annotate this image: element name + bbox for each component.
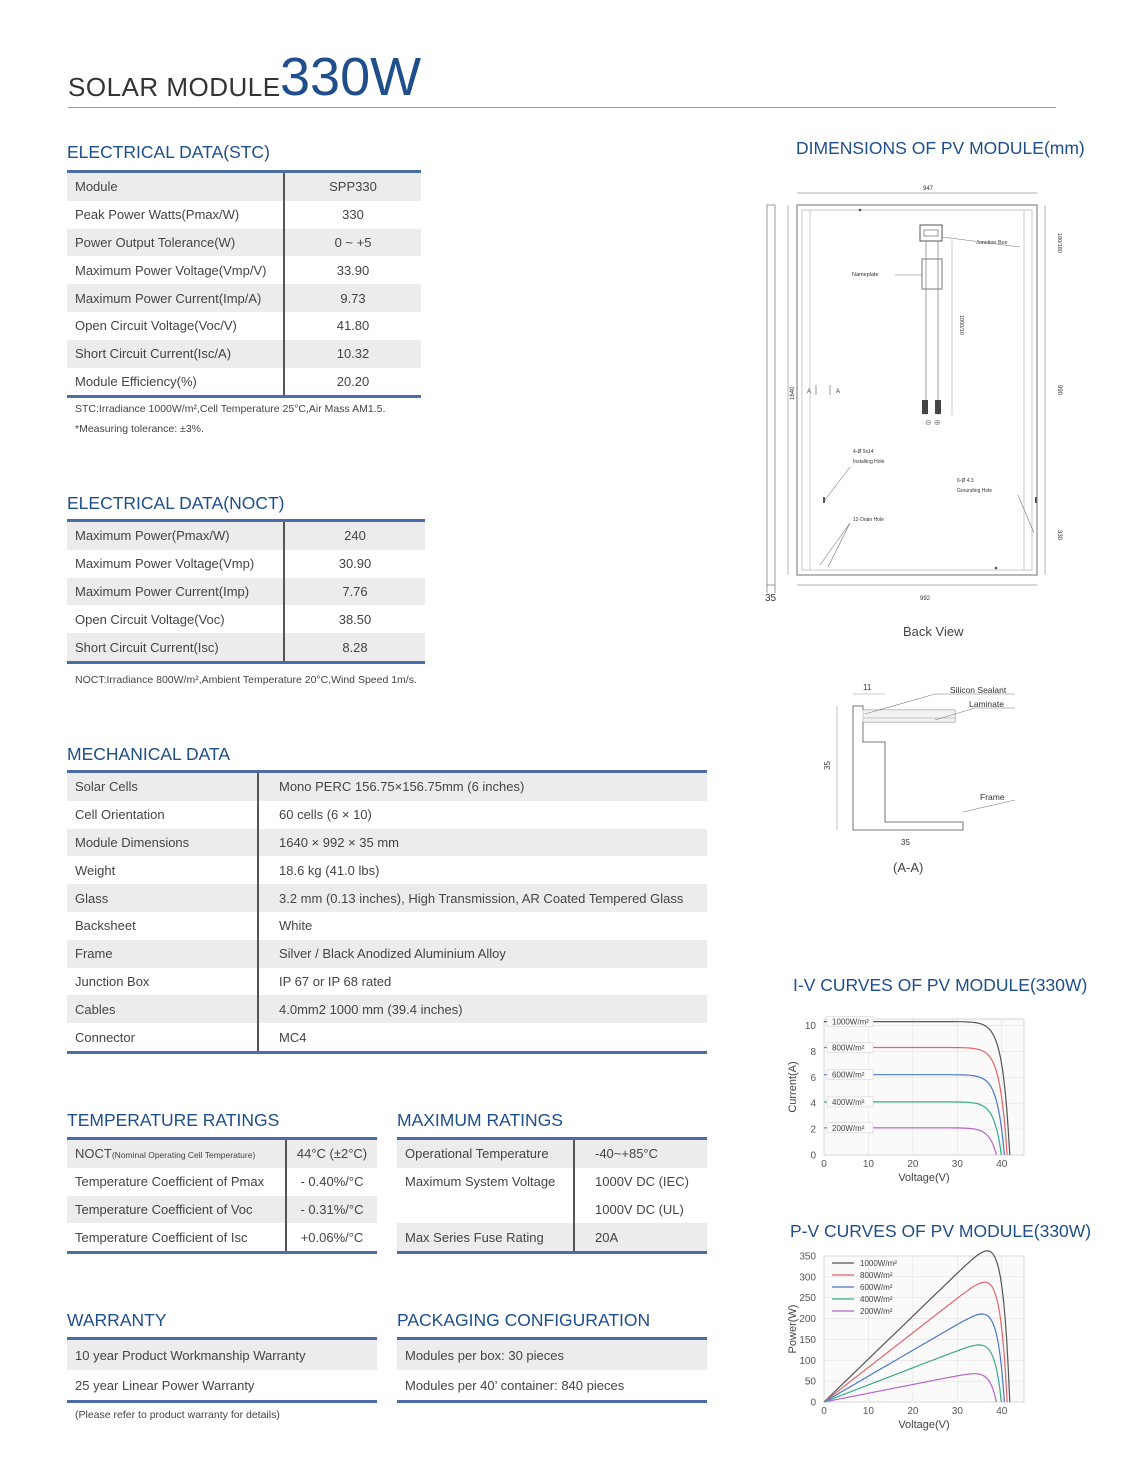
y-axis-label: Current(A)	[787, 1061, 799, 1113]
mech-cell: Glass	[67, 884, 258, 912]
section-mark: A	[807, 389, 812, 395]
leader-line	[1018, 495, 1034, 533]
max-table	[397, 1137, 707, 1254]
x-axis-label: Voltage(V)	[898, 1419, 950, 1431]
mech-cell: Backsheet	[75, 918, 136, 934]
y-tick-label: 100	[799, 1355, 816, 1367]
mech-cell: Solar Cells	[67, 772, 258, 801]
noct-rating-label	[67, 1139, 286, 1168]
top-width-label: 947	[923, 186, 934, 192]
installing-hole-label: Installing Hole	[853, 459, 885, 465]
leader-line	[825, 467, 850, 500]
y-tick-label: 300	[799, 1272, 816, 1284]
max-cell: 1000V DC (IEC)	[574, 1168, 707, 1196]
x-tick-label: 30	[951, 1406, 963, 1417]
hole-dot	[859, 209, 862, 212]
noct-label: NOCT	[75, 1146, 112, 1162]
y-tick-label: 150	[799, 1334, 816, 1346]
stc-note: STC:Irradiance 1000W/m²,Cell Temperature 25°C,Air Mass AM1.5.	[75, 403, 386, 415]
max-cell: Operational Temperature	[397, 1139, 574, 1168]
thickness-label: 35	[765, 593, 777, 604]
temp-cell: +0.06%/°C	[286, 1223, 377, 1252]
warranty-cell: 25 year Linear Power Warranty	[75, 1377, 255, 1393]
x-tick-label: 20	[907, 1406, 919, 1417]
legend-label: 1000W/m²	[832, 1017, 869, 1027]
mech-cell: IP 67 or IP 68 rated	[258, 968, 707, 996]
x-tick-label: 10	[862, 1406, 875, 1417]
mech-table	[67, 770, 707, 1054]
noct-cell: Short Circuit Current(Isc)	[67, 633, 284, 662]
max-cell: Max Series Fuse Rating	[397, 1223, 574, 1252]
max-cell: 1000V DC (UL)	[574, 1196, 707, 1224]
laminate-label: Laminate	[969, 699, 1004, 709]
module-frame	[797, 205, 1037, 575]
stc-cell: 0 ~ +5	[284, 229, 421, 257]
stc-cell: 9.73	[284, 284, 421, 312]
temp-cell: 44°C (±2°C)	[286, 1139, 377, 1168]
noct-cell: Maximum Power Voltage(Vmp)	[75, 556, 255, 572]
y-tick-label: 0	[810, 1397, 816, 1409]
y-tick-label: 10	[804, 1020, 816, 1032]
stc-cell: 20.20	[284, 368, 421, 397]
stc-cell: Short Circuit Current(Isc/A)	[67, 340, 284, 368]
back-view-drawing	[750, 175, 1080, 645]
section-height-label: 35	[823, 761, 832, 770]
y-axis-label: Power(W)	[787, 1304, 799, 1354]
right-bottom-label: 330	[1056, 530, 1062, 541]
y-tick-label: 200	[799, 1314, 816, 1326]
connector-shape	[935, 400, 941, 414]
stc-cell: SPP330	[284, 172, 421, 201]
back-view-caption: Back View	[903, 624, 964, 639]
drain-hole-label: 12-Drain Hole	[853, 517, 884, 523]
x-tick-label: 40	[996, 1406, 1008, 1417]
stc-cell: Power Output Tolerance(W)	[67, 229, 284, 257]
cable-length-label: 1000/10	[958, 315, 964, 335]
legend-label: 1000W/m²	[860, 1259, 897, 1268]
stc-cell: Module	[67, 172, 284, 201]
frame-label: Frame	[980, 792, 1005, 802]
installing-hole-spec: 4-Ø 9x14	[853, 449, 874, 455]
leader-line	[820, 523, 850, 565]
stc-table	[67, 170, 421, 398]
mech-cell: 4.0mm2 1000 mm (39.4 inches)	[258, 995, 707, 1023]
stc-cell: 330	[284, 201, 421, 229]
section-bottom-label: 35	[901, 838, 910, 847]
temp-cell: - 0.31%/°C	[286, 1196, 377, 1224]
packaging-title: PACKAGING CONFIGURATION	[397, 1310, 651, 1330]
warranty-title: WARRANTY	[67, 1310, 167, 1330]
mech-cell: Junction Box	[75, 973, 150, 989]
pv-title: P-V CURVES OF PV MODULE(330W)	[790, 1221, 1092, 1241]
legend-label: 200W/m²	[860, 1307, 893, 1316]
mech-cell: 1640 × 992 × 35 mm	[258, 829, 707, 857]
iv-title: I-V CURVES OF PV MODULE(330W)	[793, 975, 1088, 995]
height-label: 1640	[790, 386, 796, 400]
packaging-table	[397, 1337, 707, 1403]
temp-cell: Temperature Coefficient of Voc	[67, 1196, 286, 1224]
legend-label: 400W/m²	[832, 1097, 865, 1107]
leader-line	[828, 523, 850, 567]
mech-cell: Module Dimensions	[67, 829, 258, 857]
mech-cell: Weight	[75, 862, 116, 878]
header-rule	[68, 107, 1056, 108]
mech-cell: White	[258, 912, 707, 940]
pv-chart	[778, 1248, 1038, 1433]
mech-cell: Silver / Black Anodized Aluminium Alloy	[258, 940, 707, 968]
mount-hole	[1035, 497, 1037, 503]
noct-table	[67, 519, 425, 664]
stc-cell: Maximum Power Current(Imp/A)	[67, 284, 284, 312]
mech-cell: Frame	[67, 940, 258, 968]
mech-cell: 18.6 kg (41.0 lbs)	[258, 856, 707, 884]
x-tick-label: 20	[907, 1159, 919, 1170]
hole-dot	[995, 567, 998, 570]
noct-note: NOCT:Irradiance 800W/m²,Ambient Temperature 20°C,Wind Speed 1m/s.	[75, 674, 417, 686]
connector-shape	[922, 400, 928, 414]
junction-box-shape	[920, 225, 942, 241]
noct-cell: 240	[284, 521, 425, 550]
section-width-label: 11	[863, 683, 872, 692]
stc-tolerance-note: *Measuring tolerance: ±3%.	[75, 423, 204, 435]
y-tick-label: 250	[799, 1293, 816, 1305]
noct-sub: (Nominal Operating Cell Temperature)	[111, 1150, 256, 1161]
nameplate-shape	[922, 259, 942, 289]
header-power: 330W	[280, 47, 422, 107]
temp-title: TEMPERATURE RATINGS	[67, 1110, 280, 1130]
right-top-label: 180/180	[1056, 233, 1062, 253]
warranty-note: (Please refer to product warranty for details)	[75, 1409, 280, 1421]
stc-cell: Peak Power Watts(Pmax/W)	[75, 207, 240, 223]
max-title: MAXIMUM RATINGS	[397, 1110, 563, 1130]
stc-cell: Open Circuit Voltage(Voc/V)	[75, 318, 237, 334]
y-tick-label: 8	[810, 1046, 816, 1058]
legend-label: 600W/m²	[860, 1283, 893, 1292]
temp-table	[67, 1137, 377, 1254]
noct-cell: Maximum Power(Pmax/W)	[67, 521, 284, 550]
y-tick-label: 2	[810, 1124, 816, 1136]
mech-cell: Mono PERC 156.75×156.75mm (6 inches)	[258, 772, 707, 801]
x-tick-label: 0	[821, 1159, 827, 1170]
y-tick-label: 0	[810, 1150, 816, 1162]
noct-cell: 38.50	[284, 605, 425, 633]
mech-cell: MC4	[258, 1023, 707, 1052]
frame-profile	[853, 706, 963, 830]
stc-cell: 41.80	[284, 312, 421, 340]
warranty-cell: 10 year Product Workmanship Warranty	[67, 1339, 377, 1371]
y-tick-label: 350	[799, 1251, 816, 1263]
header-prefix: SOLAR MODULE	[68, 72, 281, 102]
packaging-cell: Modules per box: 30 pieces	[397, 1339, 707, 1371]
stc-cell: 10.32	[284, 340, 421, 368]
y-tick-label: 6	[810, 1072, 816, 1084]
grounding-hole-spec: 6-Ø 4.3	[957, 478, 974, 484]
temp-cell: - 0.40%/°C	[286, 1168, 377, 1196]
grounding-hole-label: Grounding Hole	[957, 488, 993, 494]
max-cell: -40~+85°C	[574, 1139, 707, 1168]
x-tick-label: 30	[951, 1159, 963, 1170]
silicon-label: Silicon Sealant	[950, 685, 1007, 695]
mount-hole	[823, 497, 825, 503]
bottom-width-label: 992	[920, 596, 931, 602]
stc-cell: 33.90	[284, 256, 421, 284]
y-tick-label: 50	[804, 1376, 816, 1388]
noct-cell: 8.28	[284, 633, 425, 662]
section-mark: A	[836, 389, 841, 395]
mech-cell: 3.2 mm (0.13 inches), High Transmission, AR Coated Tempered Glass	[258, 884, 707, 912]
dims-title: DIMENSIONS OF PV MODULE(mm)	[796, 138, 1085, 158]
x-tick-label: 40	[996, 1159, 1008, 1170]
legend-label: 800W/m²	[832, 1043, 865, 1053]
laminate-shape	[863, 710, 955, 722]
section-caption: (A-A)	[893, 860, 924, 875]
legend-label: 600W/m²	[832, 1070, 865, 1080]
stc-cell: Module Efficiency(%)	[75, 373, 197, 389]
junction-box-label: Junction Box	[976, 240, 1008, 246]
noct-cell: Maximum Power Current(Imp)	[67, 578, 284, 606]
iv-chart	[778, 1005, 1038, 1190]
polarity-symbols: ⊖ ⊕	[925, 418, 941, 427]
x-axis-label: Voltage(V)	[898, 1172, 950, 1184]
max-cell-empty	[397, 1196, 574, 1224]
plot-area	[824, 1256, 1024, 1402]
stc-cell: Maximum Power Voltage(Vmp/V)	[75, 262, 267, 278]
mech-cell: Cell Orientation	[75, 807, 165, 823]
x-tick-label: 0	[821, 1406, 827, 1417]
legend-label: 800W/m²	[860, 1271, 893, 1280]
inner-height-label: 990	[1056, 385, 1062, 396]
nameplate-label: Nameplate	[852, 272, 879, 278]
packaging-cell: Modules per 40’ container: 840 pieces	[405, 1377, 625, 1393]
mech-cell: Cables	[67, 995, 258, 1023]
mech-cell: Connector	[75, 1029, 135, 1045]
noct-cell: 30.90	[284, 550, 425, 578]
noct-title: ELECTRICAL DATA(NOCT)	[67, 493, 285, 513]
side-profile	[767, 205, 775, 585]
mech-title: MECHANICAL DATA	[67, 744, 231, 764]
warranty-table	[67, 1337, 377, 1403]
noct-cell: 7.76	[284, 578, 425, 606]
x-tick-label: 10	[862, 1159, 875, 1170]
noct-cell: Open Circuit Voltage(Voc)	[75, 611, 225, 627]
stc-title: ELECTRICAL DATA(STC)	[67, 142, 270, 162]
temp-cell: Temperature Coefficient of Pmax	[75, 1174, 265, 1190]
plot-area	[824, 1019, 1024, 1155]
legend-label: 200W/m²	[832, 1123, 865, 1133]
section-drawing	[815, 680, 1045, 850]
legend-label: 400W/m²	[860, 1295, 893, 1304]
max-cell: 20A	[574, 1223, 707, 1252]
temp-cell: Temperature Coefficient of Isc	[75, 1229, 248, 1245]
max-cell: Maximum System Voltage	[405, 1174, 556, 1190]
mech-cell: 60 cells (6 × 10)	[258, 801, 707, 829]
y-tick-label: 4	[810, 1098, 816, 1110]
